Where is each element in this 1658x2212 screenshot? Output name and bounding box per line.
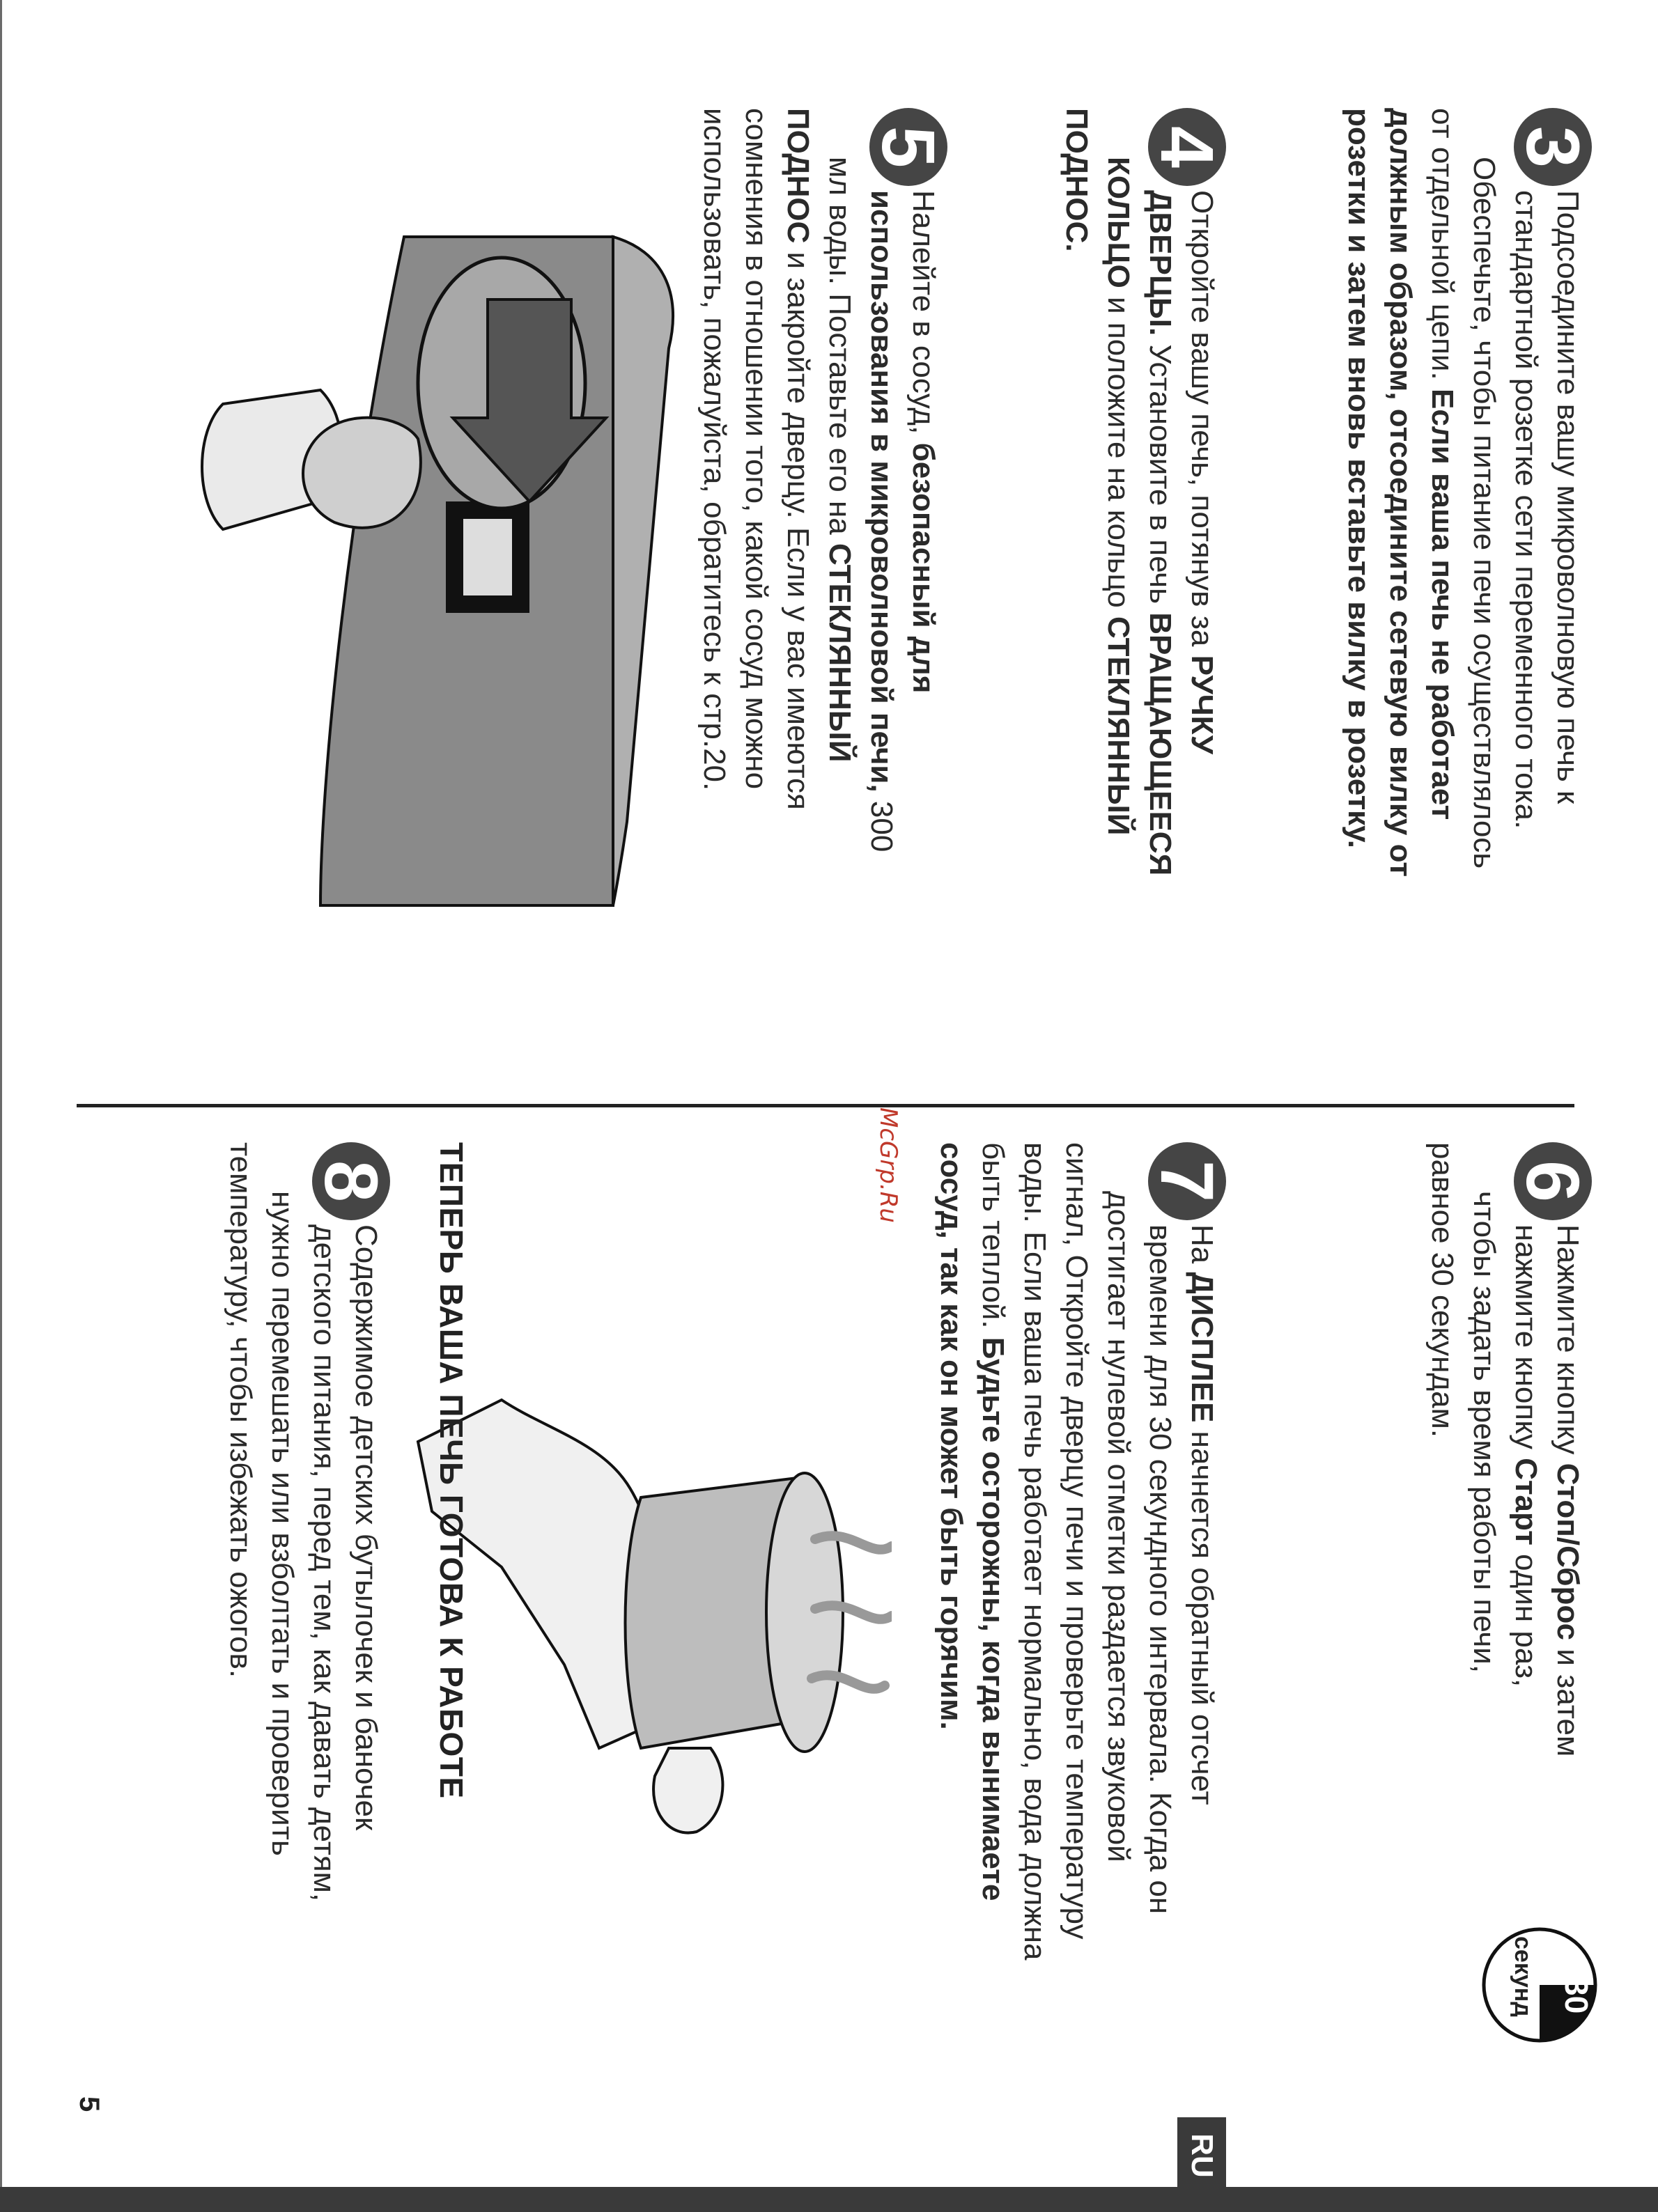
- step-6-line: равное 30 секундам.: [1425, 1142, 1459, 1438]
- step-4-bold: РУЧКУ: [1185, 655, 1219, 754]
- step-5-text-part: и закройте дверцу. Если у вас имеются: [781, 251, 815, 810]
- step-6-number: 6: [1511, 1160, 1595, 1203]
- step-7-bold: сосуд, так как он может быть горячим.: [934, 1142, 968, 1730]
- page-number: 5: [74, 2096, 104, 2112]
- step-4-text-part: и положите на кольцо: [1101, 297, 1136, 608]
- step-5-text-part: Налейте в сосуд,: [906, 190, 940, 435]
- step-7-text-part: быть теплой.: [976, 1142, 1010, 1329]
- step-7-line: времени для 30 секундного интервала. Когда он: [1143, 1224, 1177, 1915]
- step-7-line: воды. Если ваша печь работает нормально, вода должна: [1018, 1142, 1052, 1961]
- page-divider: [77, 1104, 1574, 1107]
- step-4-text: [1055, 108, 1223, 1013]
- step-3-line: стандартной розетке сети переменного тока.: [1509, 190, 1543, 830]
- step-3-text: [1338, 108, 1588, 1013]
- oven-top-shape: [613, 237, 673, 905]
- step-6-text: [1421, 1142, 1588, 1978]
- step-5-text: [693, 108, 944, 1013]
- step-4-text-part: Откройте вашу печь, потянув за: [1185, 190, 1219, 647]
- step-4-text-part: Установите в печь: [1143, 344, 1177, 604]
- step-7-line: достигает нулевой отметки раздается звуковой: [1101, 1191, 1136, 1862]
- step-6-line: чтобы задать время работы печи,: [1467, 1191, 1501, 1674]
- thumb-icon: [653, 1748, 722, 1833]
- step-3-line: Подсоедините вашу микроволновую печь к: [1551, 190, 1585, 804]
- step-3-text-part: от отдельной цепи.: [1425, 108, 1459, 380]
- step-4-bold: ДВЕРЦЫ.: [1143, 190, 1177, 336]
- step-4-bold: ВРАЩАЮЩЕЕСЯ: [1143, 612, 1177, 876]
- step-3-number: 3: [1511, 125, 1595, 169]
- step-6-bold: Стоп/Сброс: [1551, 1463, 1585, 1641]
- step-7-text-part: На: [1185, 1224, 1219, 1264]
- step-5-line: использовать, пожалуйста, обратитесь к стр.20.: [697, 108, 731, 791]
- step-5-bold: безопасный для: [906, 442, 940, 694]
- step-3-bold: Если ваша печь не работает: [1425, 388, 1459, 820]
- step-7-line: сигнал, Откройте дверцу печи и проверьте температуру: [1060, 1142, 1094, 1940]
- step-3-line: Обеспечьте, чтобы питание печи осуществлялось: [1467, 157, 1501, 869]
- timer-value: 30: [1558, 1978, 1595, 2014]
- step-5-bold: использования в микроволновой печи,: [865, 190, 899, 793]
- step-7-text: [930, 1142, 1223, 2048]
- step-5-bold: ПОДНОС: [781, 108, 815, 244]
- ready-heading: ТЕПЕРЬ ВАША ПЕЧЬ ГОТОВА К РАБОТЕ: [433, 1142, 470, 1799]
- step-4-number: 4: [1145, 125, 1230, 169]
- step-5-number: 5: [867, 125, 951, 169]
- step-5-text-part: 300: [865, 800, 899, 852]
- step-5-text-part: мл воды. Поставьте его на: [823, 157, 857, 535]
- watermark-text: McGrp.Ru: [874, 1107, 902, 1223]
- step-7-text-part: начнется обратный отсчет: [1185, 1431, 1219, 1805]
- step-4-bold: КОЛЬЦО: [1101, 157, 1136, 288]
- step-8-line: нужно перемешать или взболтать и проверить: [265, 1191, 300, 1856]
- step-6-text-part: один раз,: [1509, 1554, 1543, 1688]
- microwave-illustration: [139, 209, 711, 940]
- step-7-number: 7: [1145, 1160, 1230, 1203]
- step-8-text: [219, 1142, 387, 2048]
- cup-rim-icon: [766, 1473, 843, 1752]
- step-8-line: детского питания, перед тем, как давать детям,: [307, 1224, 341, 1902]
- step-8-number: 8: [309, 1160, 394, 1203]
- step-6-text-part: нажмите кнопку: [1509, 1224, 1543, 1449]
- step-6-bold: Старт: [1509, 1458, 1543, 1545]
- timer-label: секунд: [1510, 1936, 1536, 2017]
- hot-cup-illustration: [404, 1358, 892, 1860]
- step-8-line: температуру, чтобы избежать ожогов.: [224, 1142, 258, 1679]
- step-4-bold: ПОДНОС.: [1060, 108, 1094, 252]
- oven-display-window: [463, 519, 512, 595]
- step-3-bold: розетки и затем вновь вставьте вилку в розетку.: [1342, 108, 1376, 848]
- step-7-bold: ДИСПЛЕЕ: [1185, 1272, 1219, 1423]
- step-5-bold: СТЕКЛЯННЫЙ: [823, 543, 857, 763]
- step-4-bold: СТЕКЛЯННЫЙ: [1101, 616, 1136, 836]
- step-6-text-part: и затем: [1551, 1649, 1585, 1757]
- step-7-bold: Будьте осторожны, когда вынимаете: [976, 1337, 1010, 1901]
- language-tab: RU: [1177, 2117, 1226, 2194]
- glass-cup-icon: [303, 418, 421, 528]
- step-5-line: сомнения в отношении того, какой сосуд можно: [739, 108, 773, 790]
- step-6-text-part: Нажмите кнопку: [1551, 1224, 1585, 1455]
- step-3-bold: должным образом, отсоедините сетевую вилку от: [1384, 108, 1418, 877]
- step-8-line: Содержимое детских бутылочек и баночек: [349, 1224, 383, 1831]
